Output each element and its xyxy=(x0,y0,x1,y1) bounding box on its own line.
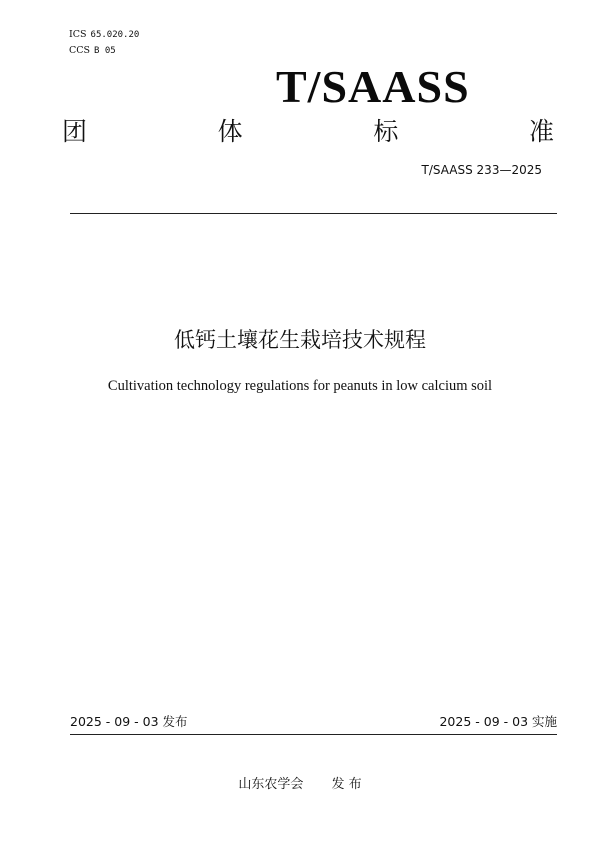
implementation-date: 2025 - 09 - 03 实施 xyxy=(439,714,557,729)
ics-code: 65.020.20 xyxy=(90,30,140,40)
publisher-name: 山东农学会 xyxy=(238,777,304,792)
ccs-label: CCS xyxy=(69,45,91,56)
ics-line xyxy=(69,29,139,41)
organization-logo: T/SAASS xyxy=(276,61,470,112)
standard-type-char: 准 xyxy=(528,117,554,146)
standard-type-heading xyxy=(62,112,554,148)
ccs-line xyxy=(69,45,116,57)
footer-divider xyxy=(70,734,557,735)
standard-type-char: 团 xyxy=(62,117,88,146)
header-divider xyxy=(70,213,557,214)
standard-type-char: 标 xyxy=(373,117,399,146)
publisher-action: 发 布 xyxy=(331,777,362,792)
standard-type-char: 体 xyxy=(217,117,243,146)
publisher-line xyxy=(0,776,600,794)
ccs-code: B 05 xyxy=(94,46,116,56)
document-title-en: Cultivation technology regulations for peanuts in low calcium soil xyxy=(107,378,493,394)
publication-date: 2025 - 09 - 03 发布 xyxy=(70,714,188,729)
document-title-zh: 低钙土壤花生栽培技术规程 xyxy=(174,328,426,352)
ics-label: ICS xyxy=(69,29,87,40)
standard-number: T/SAASS 233—2025 xyxy=(421,163,542,177)
